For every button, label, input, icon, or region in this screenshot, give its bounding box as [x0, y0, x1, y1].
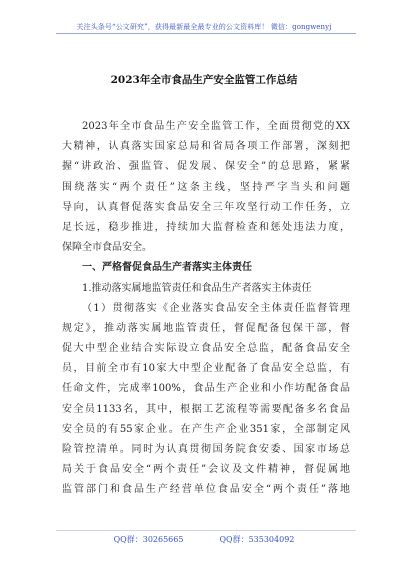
header-notice: 关注头条号“公文研究”，获得最新最全最专业的公文资料库！ 微信：gongwenyj [76, 23, 332, 31]
body-line: 局关于食品安全“两个责任”会议及文件精神，督促属地 [62, 464, 350, 476]
body-line: 安全员的有55家企业。在产生产企业351家，全部制定风 [62, 423, 350, 435]
body-line: 握“讲政治、强监管、促发展、保安全”的总思路，紧紧 [62, 161, 350, 173]
body-line: 大精神，认真落实国家总局和省局各项工作部署，深刻把 [62, 141, 350, 153]
footer-qq-group-1: QQ群：30265665 [113, 535, 184, 544]
document-title: 2023年全市食品生产安全监管工作总结 [110, 74, 298, 86]
body-line: 导向，认真督促落实食品安全三年攻坚行动工作任务，立 [62, 201, 350, 213]
body-line: 任命文件，完成率100%，食品生产企业和小作坊配备食品 [62, 383, 350, 395]
body-line: 险管控清单。同时为认真贯彻国务院食安委、国家市场总 [62, 444, 350, 455]
body-line: 足长远，稳步推进，持续加大监督检查和惩处违法力度， [62, 221, 350, 233]
footer-divider [56, 530, 356, 531]
body-line: 监管部门和食品生产经营单位食品安全“两个责任”落地 [62, 484, 350, 496]
header-divider [56, 33, 356, 34]
footer-qq-group-2: QQ群：535304092 [219, 535, 295, 544]
document-body [62, 117, 350, 501]
body-line: 规定》，推动落实属地监管责任，督促配备包保干部，督 [62, 322, 350, 334]
section-heading: 一、严格督促食品生产者落实主体责任 [82, 262, 252, 274]
body-line: 围绕落实“两个责任”这条主线，坚持严字当头和问题 [62, 181, 350, 193]
footer [0, 534, 408, 545]
body-line: 员，目前全市有10家大中型企业配备了食品安全总监，有 [62, 363, 350, 375]
body-line: （1）贯彻落实《企业落实食品安全主体责任监督管理 [82, 302, 350, 314]
body-line: 2023年全市食品生产安全监管工作，全面贯彻党的XX [82, 121, 350, 132]
body-line: 保障全市食品安全。 [62, 242, 152, 254]
body-line: 促大中型企业结合实际设立食品安全总监，配备食品安全 [62, 343, 350, 355]
subsection-heading: 1.推动落实属地监管责任和食品生产者落实主体责任 [82, 282, 312, 294]
body-line: 安全员1133名，其中，根据工艺流程等需要配备多名食品 [62, 403, 350, 415]
